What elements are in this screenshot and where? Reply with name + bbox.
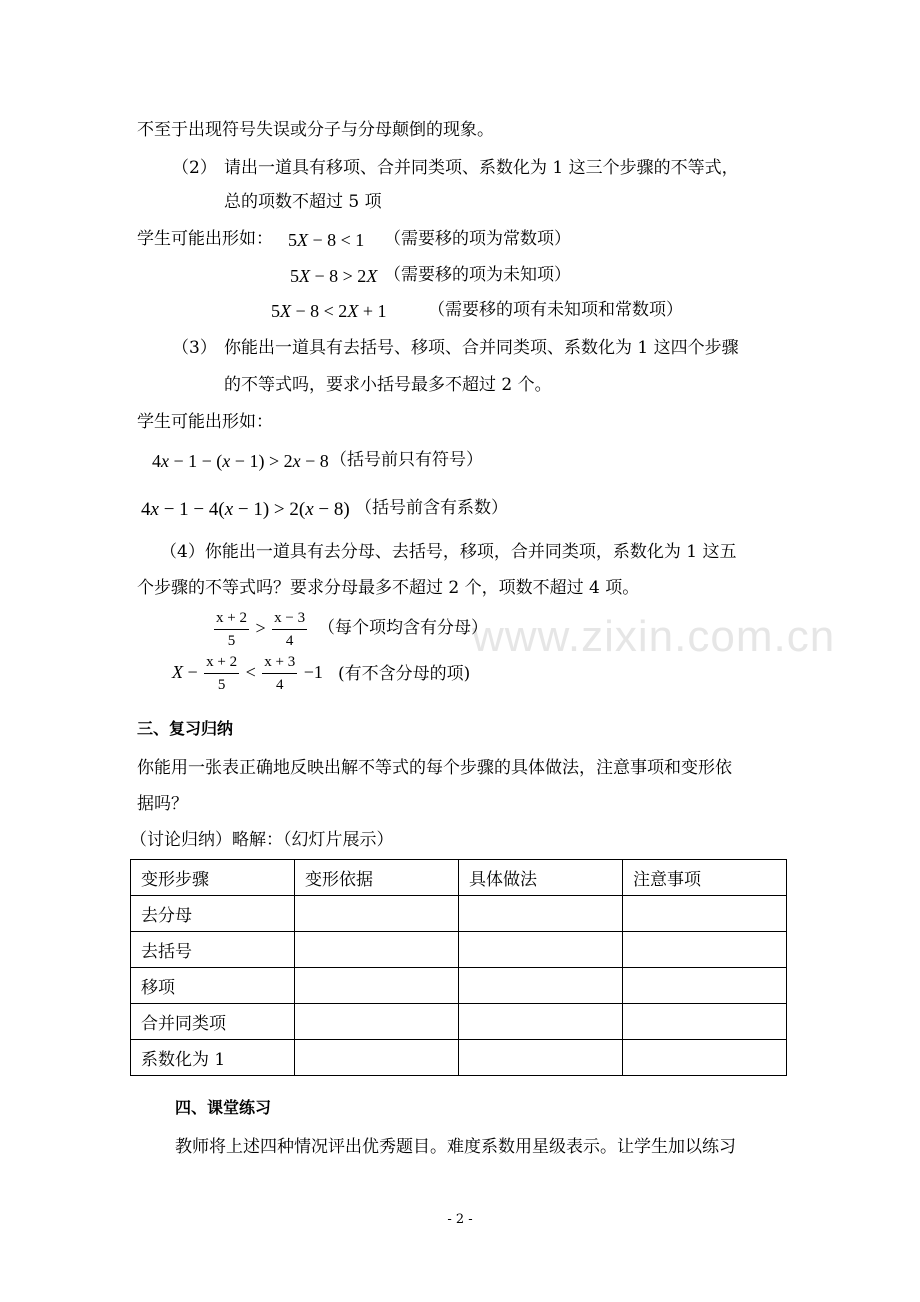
item-2-example-1-note: （需要移的项为常数项） xyxy=(384,229,571,249)
table-row xyxy=(131,1004,787,1040)
item-3-example-1-note: （括号前只有符号） xyxy=(330,450,483,470)
item-3-example-2: 4x − 1 − 4(x − 1) > 2(x − 8) xyxy=(141,499,350,520)
table-row-label: 合并同类项 xyxy=(131,1004,295,1040)
table-cell xyxy=(623,968,787,1004)
table-cell xyxy=(623,1004,787,1040)
table-header-row xyxy=(131,860,787,896)
table-row-label: 去分母 xyxy=(131,896,295,932)
item-2-number: （2） xyxy=(172,158,217,178)
table-header-cell: 具体做法 xyxy=(459,860,623,896)
section-3-question-line-2: 据吗？ xyxy=(137,794,188,814)
watermark: www.zixin.com.cn xyxy=(472,612,836,661)
table-header-cell: 变形依据 xyxy=(295,860,459,896)
table-cell xyxy=(295,1040,459,1076)
item-3-lead: 学生可能出形如： xyxy=(137,412,273,432)
table-cell xyxy=(295,968,459,1004)
item-4-example-1-note: （每个项均含有分母） xyxy=(318,618,488,638)
table-cell xyxy=(459,1004,623,1040)
item-2-line-2: 总的项数不超过 5 项 xyxy=(224,192,382,212)
item-4-example-2-note: (有不含分母的项) xyxy=(338,664,471,684)
table-cell xyxy=(295,932,459,968)
table-cell xyxy=(623,896,787,932)
section-3-question-line-1: 你能用一张表正确地反映出解不等式的每个步骤的具体做法，注意事项和变形依 xyxy=(137,758,732,778)
item-4-line-2: 个步骤的不等式吗？要求分母最多不超过 2 个，项数不超过 4 项。 xyxy=(137,578,640,598)
table-cell xyxy=(295,896,459,932)
item-2-example-3-note: （需要移的项有未知项和常数项） xyxy=(428,300,683,320)
section-3-heading: 三、复习归纳 xyxy=(137,719,234,738)
table-row xyxy=(131,968,787,1004)
table-row xyxy=(131,896,787,932)
table-row-label: 去括号 xyxy=(131,932,295,968)
item-3-number: （3） xyxy=(172,338,217,358)
table-cell xyxy=(459,896,623,932)
fraction: $\frac{x + 2}{5}$ xyxy=(216,610,247,649)
item-2-example-3: 5X − 8 < 2X + 1 xyxy=(271,301,387,321)
item-2-line-1: 请出一道具有移项、合并同类项、系数化为 1 这三个步骤的不等式， xyxy=(224,158,739,178)
item-3-line-1: 你能出一道具有去括号、移项、合并同类项、系数化为 1 这四个步骤 xyxy=(224,338,739,358)
section-4-text: 教师将上述四种情况评出优秀题目。难度系数用星级表示。让学生加以练习 xyxy=(175,1137,736,1157)
table-cell xyxy=(459,968,623,1004)
item-4-example-2: X − $\frac{x + 2}{5}$ < $\frac{x + 3}{4}$ −1 xyxy=(172,654,323,693)
item-3-example-2-note: （括号前含有系数） xyxy=(355,498,508,518)
table-header-cell: 变形步骤 xyxy=(131,860,295,896)
item-2-example-2: 5X − 8 > 2X xyxy=(290,266,378,286)
section-4-heading: 四、课堂练习 xyxy=(175,1098,272,1117)
item-3-example-1: 4x − 1 − (x − 1) > 2x − 8 xyxy=(152,451,329,471)
item-2-example-2-note: （需要移的项为未知项） xyxy=(384,265,571,285)
table-row xyxy=(131,1040,787,1076)
page-number: - 2 - xyxy=(447,1212,473,1227)
table-cell xyxy=(459,932,623,968)
paragraph-continuation: 不至于出现符号失误或分子与分母颠倒的现象。 xyxy=(137,120,494,140)
item-2-example-1: 5X − 8 < 1 xyxy=(288,230,365,250)
item-3-line-2: 的不等式吗，要求小括号最多不超过 2 个。 xyxy=(224,375,552,395)
summary-table xyxy=(130,859,787,1076)
item-2-lead: 学生可能出形如： xyxy=(137,229,273,249)
item-4-line-1: （4）你能出一道具有去分母、去括号，移项，合并同类项，系数化为 1 这五 xyxy=(160,542,737,562)
table-header-cell: 注意事项 xyxy=(623,860,787,896)
table-cell xyxy=(459,1040,623,1076)
fraction: $\frac{x + 3}{4}$ xyxy=(264,654,296,693)
fraction: $\frac{x + 2}{5}$ xyxy=(206,654,238,693)
table-row-label: 系数化为 1 xyxy=(131,1040,295,1076)
item-4-example-1: $\frac{x + 2}{5}$ > $\frac{x - 3}{4}$ xyxy=(216,610,306,649)
table-cell xyxy=(623,932,787,968)
table-row-label: 移项 xyxy=(131,968,295,1004)
table-cell xyxy=(295,1004,459,1040)
table-row xyxy=(131,932,787,968)
table-caption: （讨论归纳）略解：（幻灯片展示） xyxy=(130,830,394,850)
fraction: $\frac{x - 3}{4}$ xyxy=(274,610,306,649)
table-cell xyxy=(623,1040,787,1076)
